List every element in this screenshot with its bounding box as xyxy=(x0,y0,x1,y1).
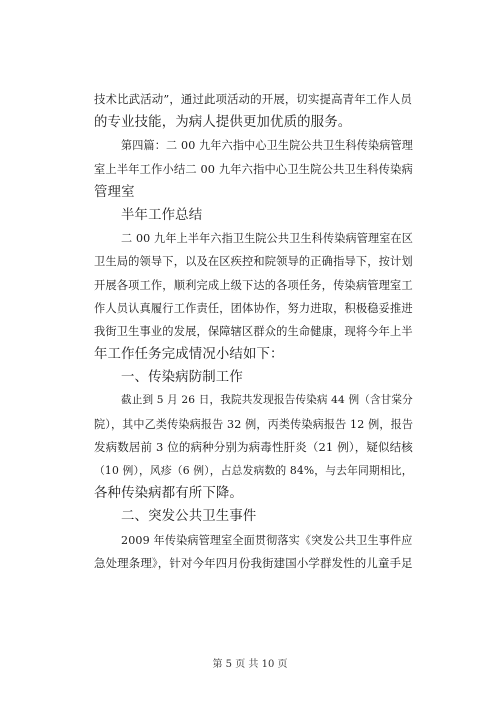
text-line: 发病数居前 3 位的病种分别为病毒性肝炎（21 例），疑似结核 xyxy=(94,439,413,454)
text-line: 第四篇：二 00 九年六指中心卫生院公共卫生科传染病管理 xyxy=(121,139,414,153)
text-line: 技术比武活动”，通过此项活动的开展，切实提高青年工作人员 xyxy=(94,92,412,106)
text-line: 急处理条理》，针对今年四月份我街建国小学群发性的儿童手足 xyxy=(94,555,413,570)
text-line: 我街卫生事业的发展，保障辖区群众的生命健康，现将今年上半 xyxy=(94,324,413,338)
text-line: 各种传染病都有所下降。 xyxy=(94,486,243,502)
text-line: 卫生局的领导下，以及在区疾控和院领导的正确指导下，按计划 xyxy=(94,255,413,269)
text-line: 截止到 5 月 26 日，我院共发现报告传染病 44 例（含甘棠分 xyxy=(121,394,413,407)
text-line: （10 例），风疹（6 例），占总发病数的 84%，与去年同期相比， xyxy=(94,464,413,477)
text-line: 二、突发公共卫生事件 xyxy=(121,509,257,525)
text-line: 室上半年工作小结二 00 九年六指中心卫生院公共卫生科传染病 xyxy=(94,162,413,176)
text-line: 半年工作总结 xyxy=(121,207,203,223)
text-line: 2009 年传染病管理室全面贯彻落实《突发公共卫生事件应 xyxy=(121,533,413,547)
text-line: 院），其中乙类传染病报告 32 例，丙类传染病报告 12 例，报告 xyxy=(94,417,414,431)
text-line: 年工作任务完成情况小结如下： xyxy=(94,347,284,363)
document-body xyxy=(94,88,412,575)
text-line: 开展各项工作，顺利完成上级下达的各项任务，传染病管理室工 xyxy=(94,278,413,292)
text-line: 作人员认真履行工作责任，团体协作，努力进取，积极稳妥推进 xyxy=(94,301,413,315)
text-line: 一、传染病防制工作 xyxy=(121,370,243,386)
text-line: 的专业技能，为病人提供更加优质的服务。 xyxy=(94,115,352,131)
text-line: 管理室 xyxy=(94,184,135,200)
text-line: 二 00 九年上半年六指卫生院公共卫生科传染病管理室在区 xyxy=(121,232,414,246)
page-footer: 第 5 页 共 10 页 xyxy=(212,659,288,670)
